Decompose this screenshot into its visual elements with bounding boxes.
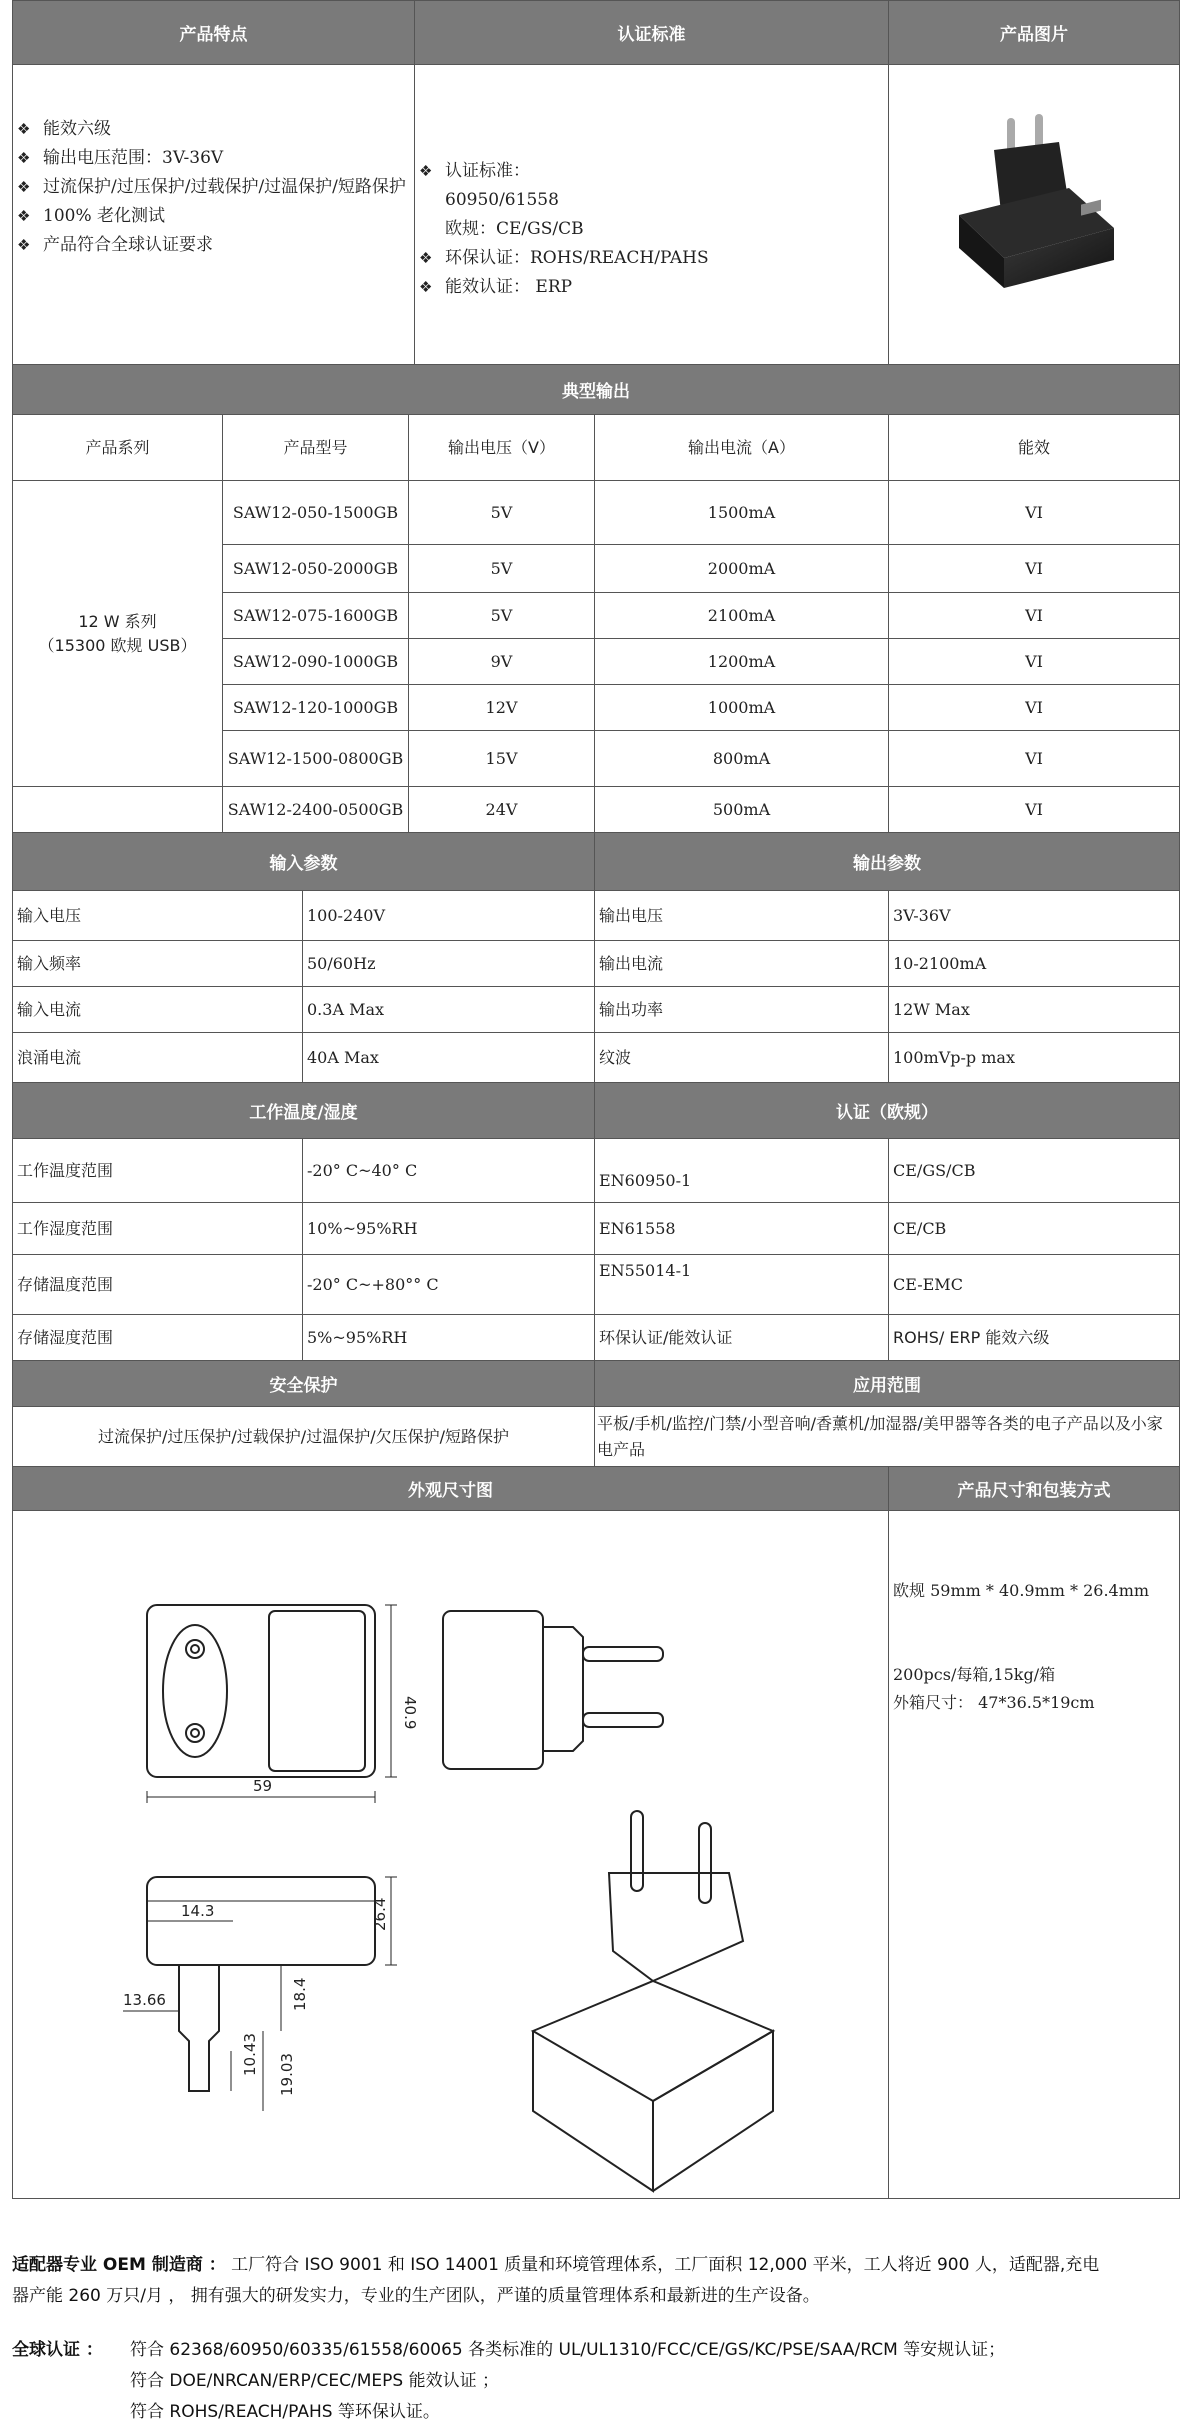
model-cell: SAW12-090-1000GB [222,638,408,684]
oem-text-cont: 器产能 260 万只/月 ， 拥有强大的研发实力，专业的生产团队，严谨的质量管理体系和最新进的生产设备。 [12,2286,820,2306]
column-header: 输出电流（A） [594,414,888,480]
dim-c-label: 18.4 [291,1977,309,2011]
current-cell: 2000mA [594,544,888,592]
efficiency-cell: VI [888,684,1180,730]
packaging-cell [888,1510,1180,2198]
output-value: 3V-36V [888,890,1180,940]
input-label: 输入电压 [12,890,302,940]
product-size: 欧规 59mm * 40.9mm * 26.4mm [893,1581,1150,1600]
model-cell: SAW12-050-1500GB [222,480,408,544]
cert-mark: CE/GS/CB [888,1138,1180,1202]
global-cert-title: 全球认证 ： [12,2340,103,2360]
series-name: 12 W 系列 [78,611,157,631]
env-value: 5%~95%RH [302,1314,594,1360]
protection-row [12,1406,1180,1466]
efficiency-cell: VI [888,480,1180,544]
cert-standard: 环保认证/能效认证 [594,1314,888,1360]
dim-height-label: 40.9 [401,1696,419,1730]
env-row [12,1254,1180,1314]
global-cert-line: 符合 62368/60950/60335/61558/60065 各类标准的 UL/UL1310/FCC/CE/GS/KC/PSE/SAA/RCM 等安规认证； [130,2340,1006,2360]
current-cell: 800mA [594,730,888,786]
env-label: 存储温度范围 [12,1254,302,1314]
typical-output-header: 典型输出 [12,364,1180,414]
series-detail: （15300 欧规 USB） [38,635,197,655]
current-cell: 1500mA [594,480,888,544]
current-cell: 2100mA [594,592,888,638]
carton-size: 外箱尺寸： 47*36.5*19cm [893,1693,1095,1712]
column-header: 能效 [888,414,1180,480]
env-label: 存储湿度范围 [12,1314,302,1360]
features-body-row [12,64,1180,364]
certification-cell [414,64,888,364]
model-cell: SAW12-1500-0800GB [222,730,408,786]
features-header: 产品特点 [12,0,414,64]
output-label: 输出功率 [594,986,888,1032]
voltage-cell: 5V [408,480,594,544]
certification-item: ❖ 能效认证： ERP [415,273,888,302]
cert-standard: EN60950-1 [594,1138,888,1202]
params-row [12,986,1180,1032]
features-cell [12,64,414,364]
env-row [12,1314,1180,1360]
input-value: 100-240V [302,890,594,940]
adapter-photo [939,110,1129,320]
input-value: 40A Max [302,1032,594,1082]
application-header: 应用范围 [594,1360,1180,1406]
env-header: 工作温度/湿度 [12,1082,594,1138]
dim-b-label: 13.66 [123,1991,166,2009]
input-label: 输入频率 [12,940,302,986]
column-header: 产品系列 [12,414,222,480]
input-value: 50/60Hz [302,940,594,986]
packaging-header: 产品尺寸和包装方式 [888,1466,1180,1510]
features-header-row [12,0,1180,64]
env-value: -20° C~+80°° C [302,1254,594,1314]
column-header: 产品型号 [222,414,408,480]
oem-text: 工厂符合 ISO 9001 和 ISO 14001 质量和环境管理体系，工厂面积 12,000 平米，工人将近 900 人，适配器,充电 [231,2255,1100,2275]
column-header: 输出电压（V） [408,414,594,480]
output-value: 100mVp-p max [888,1032,1180,1082]
output-params-header: 输出参数 [594,832,1180,890]
efficiency-cell: VI [888,730,1180,786]
certification-list [415,157,888,302]
dim-e-label: 10.43 [241,2033,259,2076]
feature-item: ❖ 产品符合全球认证要求 [13,231,414,260]
input-value: 0.3A Max [302,986,594,1032]
env-label: 工作温度范围 [12,1138,302,1202]
env-row [12,1202,1180,1254]
input-params-header: 输入参数 [12,832,594,890]
env-row [12,1138,1180,1202]
env-header-row [12,1082,1180,1138]
product-image-cell [888,64,1180,364]
global-cert-line: 符合 DOE/NRCAN/ERP/CEC/MEPS 能效认证 ； [130,2371,499,2391]
cert-line: 60950/61558 [445,190,559,210]
efficiency-cell: VI [888,592,1180,638]
dimension-drawing-cell [12,1510,888,2198]
output-value: 12W Max [888,986,1180,1032]
params-row [12,890,1180,940]
cert-mark: CE/CB [888,1202,1180,1254]
eu-cert-header: 认证（欧规） [594,1082,1180,1138]
current-cell: 1000mA [594,684,888,730]
feature-item: ❖ 能效六级 [13,115,414,144]
product-image-header: 产品图片 [888,0,1180,64]
output-label: 输出电压 [594,890,888,940]
voltage-cell: 9V [408,638,594,684]
table-row [12,730,1180,786]
feature-item: ❖ 过流保护/过压保护/过载保护/过温保护/短路保护 [13,173,414,202]
dimensions-body-row [12,1510,1180,2198]
input-label: 浪涌电流 [12,1032,302,1082]
table-row [12,684,1180,730]
model-cell: SAW12-2400-0500GB [222,786,408,832]
application-text: 平板/手机/监控/门禁/小型音响/香薰机/加湿器/美甲器等各类的电子产品以及小家电产品 [594,1406,1180,1466]
voltage-cell: 15V [408,730,594,786]
protection-header: 安全保护 [12,1360,594,1406]
cert-standard: EN55014-1 [594,1254,888,1314]
current-cell: 1200mA [594,638,888,684]
current-cell: 500mA [594,786,888,832]
voltage-cell: 24V [408,786,594,832]
typical-output-columns [12,414,1180,480]
efficiency-cell: VI [888,638,1180,684]
table-row [12,786,1180,832]
certification-item: ❖ 环保认证：ROHS/REACH/PAHS [415,244,888,273]
table-row [12,544,1180,592]
oem-section [12,2250,1180,2312]
efficiency-cell: VI [888,544,1180,592]
table-bottom-border [12,2198,1180,2199]
env-value: -20° C~40° C [302,1138,594,1202]
env-label: 工作湿度范围 [12,1202,302,1254]
features-list [13,115,414,260]
table-row [12,592,1180,638]
protection-text: 过流保护/过压保护/过载保护/过温保护/欠压保护/短路保护 [12,1406,594,1466]
voltage-cell: 5V [408,544,594,592]
feature-item: ❖ 100% 老化测试 [13,202,414,231]
table-row [12,638,1180,684]
oem-title: 适配器专业 OEM 制造商 ： [12,2255,226,2275]
output-label: 纹波 [594,1032,888,1082]
params-header-row [12,832,1180,890]
dimension-drawing [13,1511,888,2198]
cert-line: 欧规：CE/GS/CB [445,219,584,239]
input-label: 输入电流 [12,986,302,1032]
model-cell: SAW12-120-1000GB [222,684,408,730]
dim-width-label: 59 [253,1777,273,1795]
global-cert-section [12,2335,1180,2428]
cert-mark: ROHS/ ERP 能效六级 [888,1314,1180,1360]
env-value: 10%~95%RH [302,1202,594,1254]
dimensions-header-row [12,1466,1180,1510]
model-cell: SAW12-050-2000GB [222,544,408,592]
dimension-drawing-header: 外观尺寸图 [12,1466,888,1510]
voltage-cell: 12V [408,684,594,730]
dim-a-label: 14.3 [181,1902,215,1920]
dim-f-label: 19.03 [278,2053,296,2096]
packing-info: 200pcs/每箱,15kg/箱 [893,1665,1056,1684]
cert-line: ❖ 认证标准： [445,161,530,181]
model-cell: SAW12-075-1600GB [222,592,408,638]
output-value: 10-2100mA [888,940,1180,986]
efficiency-cell: VI [888,786,1180,832]
table-row [12,480,1180,544]
output-label: 输出电流 [594,940,888,986]
voltage-cell: 5V [408,592,594,638]
cert-mark: CE-EMC [888,1254,1180,1314]
global-cert-line: 符合 ROHS/REACH/PAHS 等环保认证。 [130,2402,440,2422]
certification-item [415,157,888,244]
cert-standard: EN61558 [594,1202,888,1254]
typical-output-header-row [12,364,1180,414]
protection-header-row [12,1360,1180,1406]
dim-d-label: 26.4 [371,1897,389,1931]
certification-header: 认证标准 [414,0,888,64]
params-row [12,940,1180,986]
params-row [12,1032,1180,1082]
feature-item: ❖ 输出电压范围：3V-36V [13,144,414,173]
